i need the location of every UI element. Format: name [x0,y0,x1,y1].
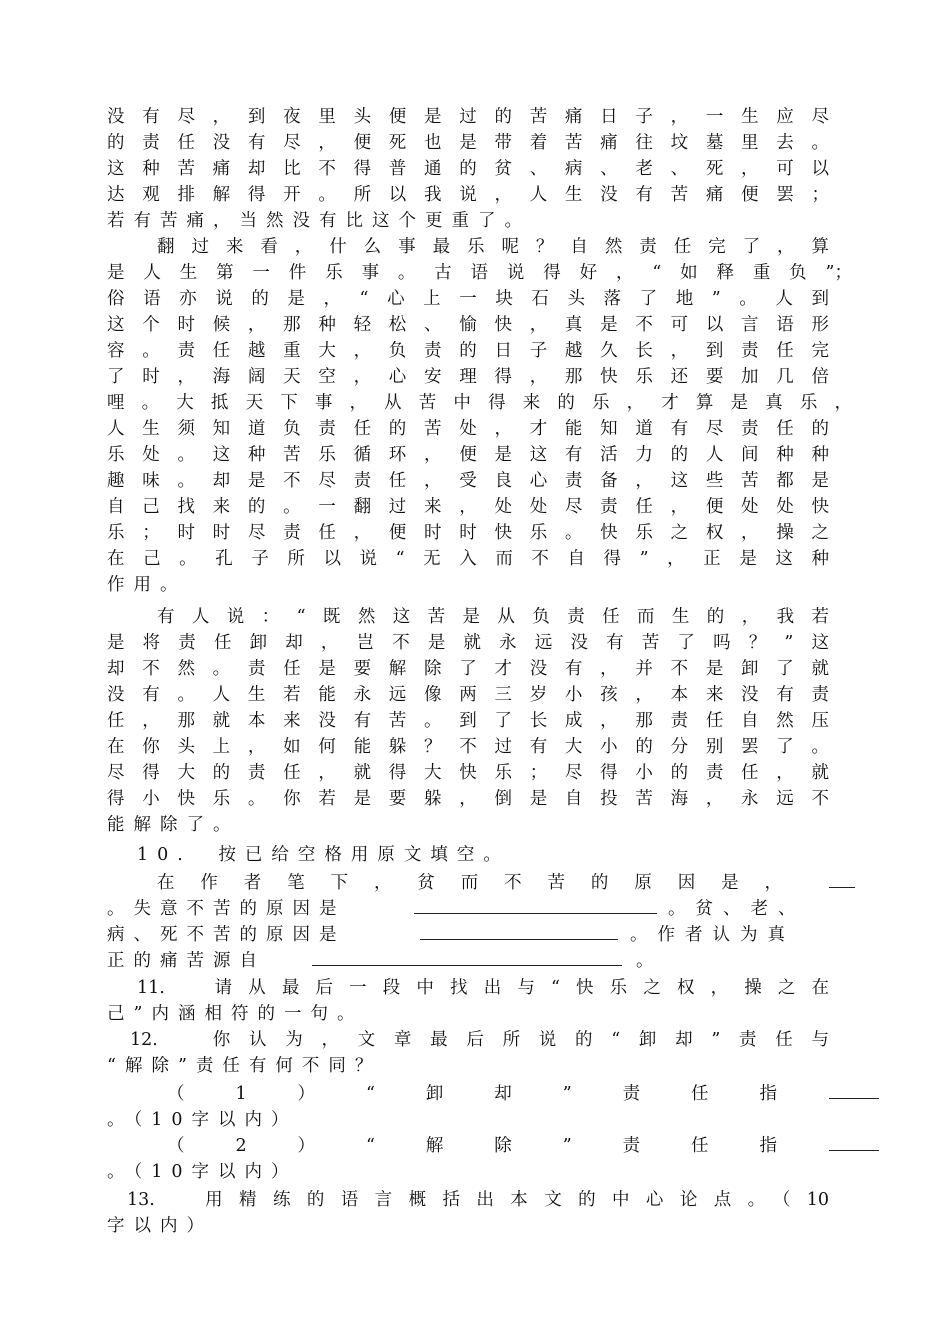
q12-sub1-blank[interactable] [829,1081,879,1107]
p3-line-6: 在你头上，如何能躲？不过有大小的分别罢了。 [107,737,829,757]
q12-sub1-note: 。（10字以内） [107,1110,298,1130]
p2-line-8: 人生须知道负责任的苦处，才能知道有尽责任的 [107,419,829,439]
q10-title: 10. 按已给空格用原文填空。 [137,845,510,865]
q12-line-1: 12. 你认为，文章最后所说的“卸却”责任与 [130,1030,829,1050]
q10-line-1: 在作者笔下，贫而不苦的原因是， [157,873,782,893]
p2-line-10: 趣味。却是不尽责任，受良心责备，这些苦都是 [107,471,829,491]
p2-line-4: 这个时候，那种轻松、愉快，真是不可以言语形 [107,315,829,335]
p2-line-11: 自己找来的。一翻过来，处处尽责任，便处处快 [107,497,829,517]
p2-line-12: 乐；时时尽责任，便时时快乐。快乐之权，操之 [107,523,829,543]
p3-line-1: 有人说：“既然这苦是从负责任而生的，我若 [157,607,829,627]
p2-line-2: 是人生第一件乐事。古语说得好，“如释重负”； [107,263,852,283]
p1-line-3: 这种苦痛却比不得普通的贫、病、老、死，可以 [107,159,829,179]
p3-line-5: 任，那就本来没有苦。到了长成，那责任自然压 [107,711,829,731]
q13-line-1: 13. 用精练的语言概括出本文的中心论点。（10 [127,1190,829,1210]
q10-line-3a: 病、死不苦的原因是 [107,925,346,945]
p1-line-2: 的责任没有尽，便死也是带着苦痛往坟墓里去。 [107,133,829,153]
q13-line-2: 字以内） [107,1216,213,1236]
q10-line-2a: 。失意不苦的原因是 [107,899,346,919]
p1-line-5: 若有苦痛，当然没有比这个更重了。 [107,211,531,231]
q12-sub1-label: （1）“卸却”责任指 [167,1084,777,1104]
q11-line-1: 11. 请从最后一段中找出与“快乐之权，操之在 [137,978,829,998]
p2-line-7: 哩。大抵天下事，从苦中得来的乐，才算是真乐， [107,393,852,413]
p2-line-6: 了时，海阔天空，心安理得，那快乐还要加几倍 [107,367,829,387]
q10-blank-2[interactable] [414,896,657,922]
p3-line-3: 却不然。责任是要解除了才没有，并不是卸了就 [107,659,829,679]
p1-line-1: 没有尽，到夜里头便是过的苦痛日子，一生应尽 [107,107,829,127]
p2-line-13: 在己。孔子所以说“无入而不自得”，正是这种 [107,549,829,569]
q10-blank-1[interactable] [829,870,855,896]
p3-line-9: 能解除了。 [107,815,240,835]
p3-line-4: 没有。人生若能永远像两三岁小孩，本来没有责 [107,685,829,705]
p2-line-3: 俗语亦说的是，“心上一块石头落了地”。人到 [107,289,829,309]
q10-blank-3[interactable] [420,922,618,948]
q10-line-2b: 。贫、老、 [668,899,806,919]
p3-line-8: 得小快乐。你若是要躲，倒是自投苦海，永远不 [107,789,829,809]
q10-line-4b: 。 [636,951,654,971]
q10-line-3b: 。作者认为真 [630,925,795,945]
q11-line-2: 己”内涵相符的一句。 [107,1004,364,1024]
q10-blank-4[interactable] [312,948,622,974]
p3-line-7: 尽得大的责任，就得大快乐；尽得小的责任，就 [107,763,829,783]
p2-line-1: 翻过来看，什么事最乐呢？自然责任完了，算 [157,237,829,257]
p1-line-4: 达观排解得开。所以我说，人生没有苦痛便罢； [107,185,829,205]
q10-line-4a: 正的痛苦源自 [107,951,266,971]
q12-sub2-label: （2）“解除”责任指 [167,1136,777,1156]
q12-line-2: “解除”责任有何不同？ [107,1056,382,1076]
q12-sub2-blank[interactable] [829,1133,879,1159]
q12-sub2-note: 。（10字以内） [107,1162,298,1182]
p3-line-2: 是将责任卸却，岂不是就永远没有苦了吗？”这 [107,633,829,653]
p2-line-5: 容。责任越重大，负责的日子越久长，到责任完 [107,341,829,361]
p2-line-14: 作用。 [107,575,187,595]
p2-line-9: 乐处。这种苦乐循环，便是这有活力的人间种种 [107,445,829,465]
